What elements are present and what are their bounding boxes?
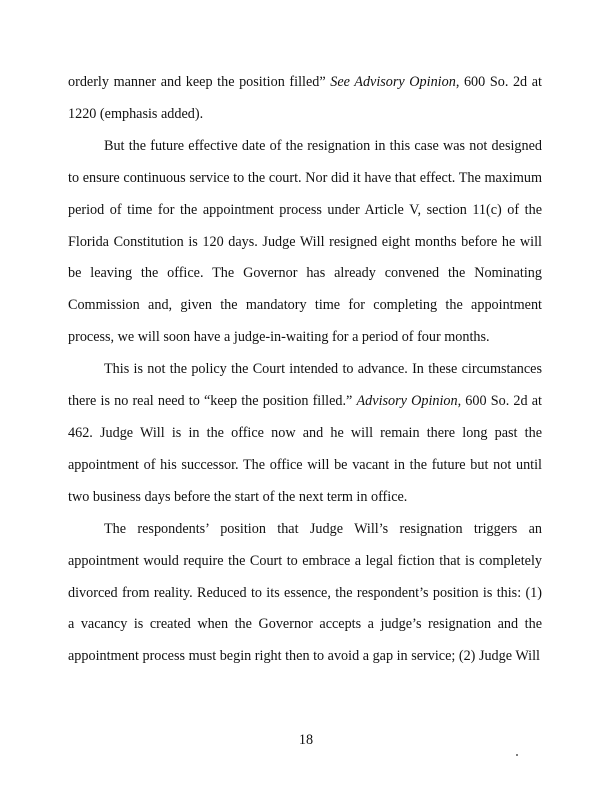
- paragraph-4: [68, 514, 542, 674]
- body-text: [68, 67, 542, 673]
- page-number: 18: [298, 732, 314, 748]
- text-segment: , 600 So. 2d at 1220 (emphasis added).: [68, 74, 542, 122]
- text-segment: But the future effective date of the resignation in this case was not designed to ensure continuous service to the court. Nor did it have that effect. The maximum period of time for the appointment process under Article V, section 11(c) of the Florida Constitution is 120 days. Judge Will resigned eight months before he will be leaving the office. The Governor has already convened the Nominating Commission and, given the mandatory time for completing the appointment process, we will soon have a judge-in-waiting for a period of four months.: [68, 137, 542, 346]
- text-segment: orderly manner and keep the position filled”: [68, 74, 331, 90]
- paragraph-1: [68, 67, 542, 131]
- text-segment: , 600 So. 2d at 462. Judge Will is in the office now and he will remain there long past the appointment of his successor. The office will be vacant in the future but not until two business days before the start of the next term in office.: [68, 393, 542, 505]
- citation-italic: See Advisory Opinion: [330, 74, 456, 90]
- paragraph-3: [68, 354, 542, 514]
- citation-italic: Advisory Opinion: [356, 393, 458, 410]
- paragraph-2: [68, 131, 542, 354]
- text-segment: This is not the policy the Court intended to advance. In these circumstances there is no real need to “keep the position filled.”: [68, 361, 542, 410]
- scan-artifact-dot: [516, 754, 518, 756]
- text-segment: The respondents’ position that Judge Will’s resignation triggers an appointment would require the Court to embrace a legal fiction that is completely divorced from reality. Reduced to its essence, the respondent’s position is this: (1) a vacancy is created when the Governor accepts a judge’s resignation and the appointment process must begin right then to avoid a gap in service; (2) Judge Will: [68, 520, 542, 665]
